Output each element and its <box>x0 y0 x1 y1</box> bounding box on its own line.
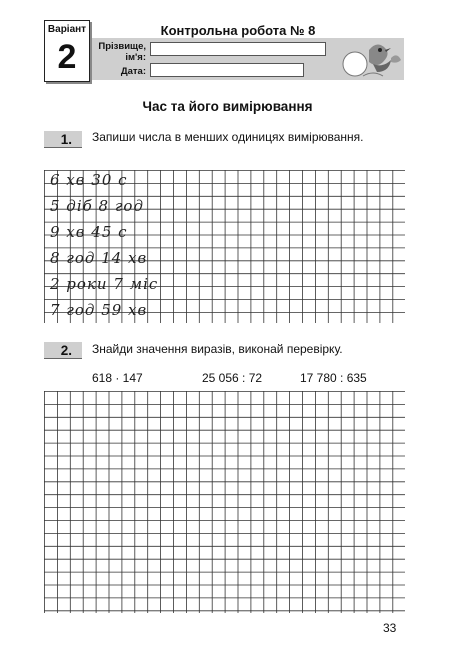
surname-field[interactable] <box>150 42 326 56</box>
task-2-number: 2. <box>44 342 82 359</box>
task-2-grid[interactable] <box>44 391 405 613</box>
answer-line-4: 8 год 14 хв <box>50 249 148 267</box>
section-title: Час та його вимірювання <box>142 99 313 114</box>
expression-1: 618 · 147 <box>92 371 143 385</box>
answer-line-2: 5 діб 8 год <box>50 197 144 215</box>
answer-line-5: 2 роки 7 міс <box>50 275 159 293</box>
variant-box <box>44 20 90 82</box>
task-1-number: 1. <box>44 131 82 148</box>
page-number: 33 <box>383 621 397 635</box>
test-title: Контрольна робота № 8 <box>160 23 316 38</box>
expression-3: 17 780 : 635 <box>300 371 367 385</box>
variant-number: 2 <box>57 38 77 76</box>
date-field[interactable] <box>150 63 304 77</box>
bird-mascot-icon <box>333 36 403 82</box>
answer-line-6: 7 год 59 хв <box>50 301 148 319</box>
expression-2: 25 056 : 72 <box>202 371 263 385</box>
variant-label: Варіант <box>47 24 87 35</box>
date-label: Дата: <box>120 66 146 77</box>
task-1-text: Запиши числа в менших одиницях вимірювання. <box>92 130 364 144</box>
answer-line-3: 9 хв 45 с <box>50 223 128 241</box>
answer-line-1: 6 хв 30 с <box>50 171 128 189</box>
task-2-text: Знайди значення виразів, виконай перевірку. <box>92 342 343 356</box>
surname-label: Прізвище, ім'я: <box>98 41 146 63</box>
